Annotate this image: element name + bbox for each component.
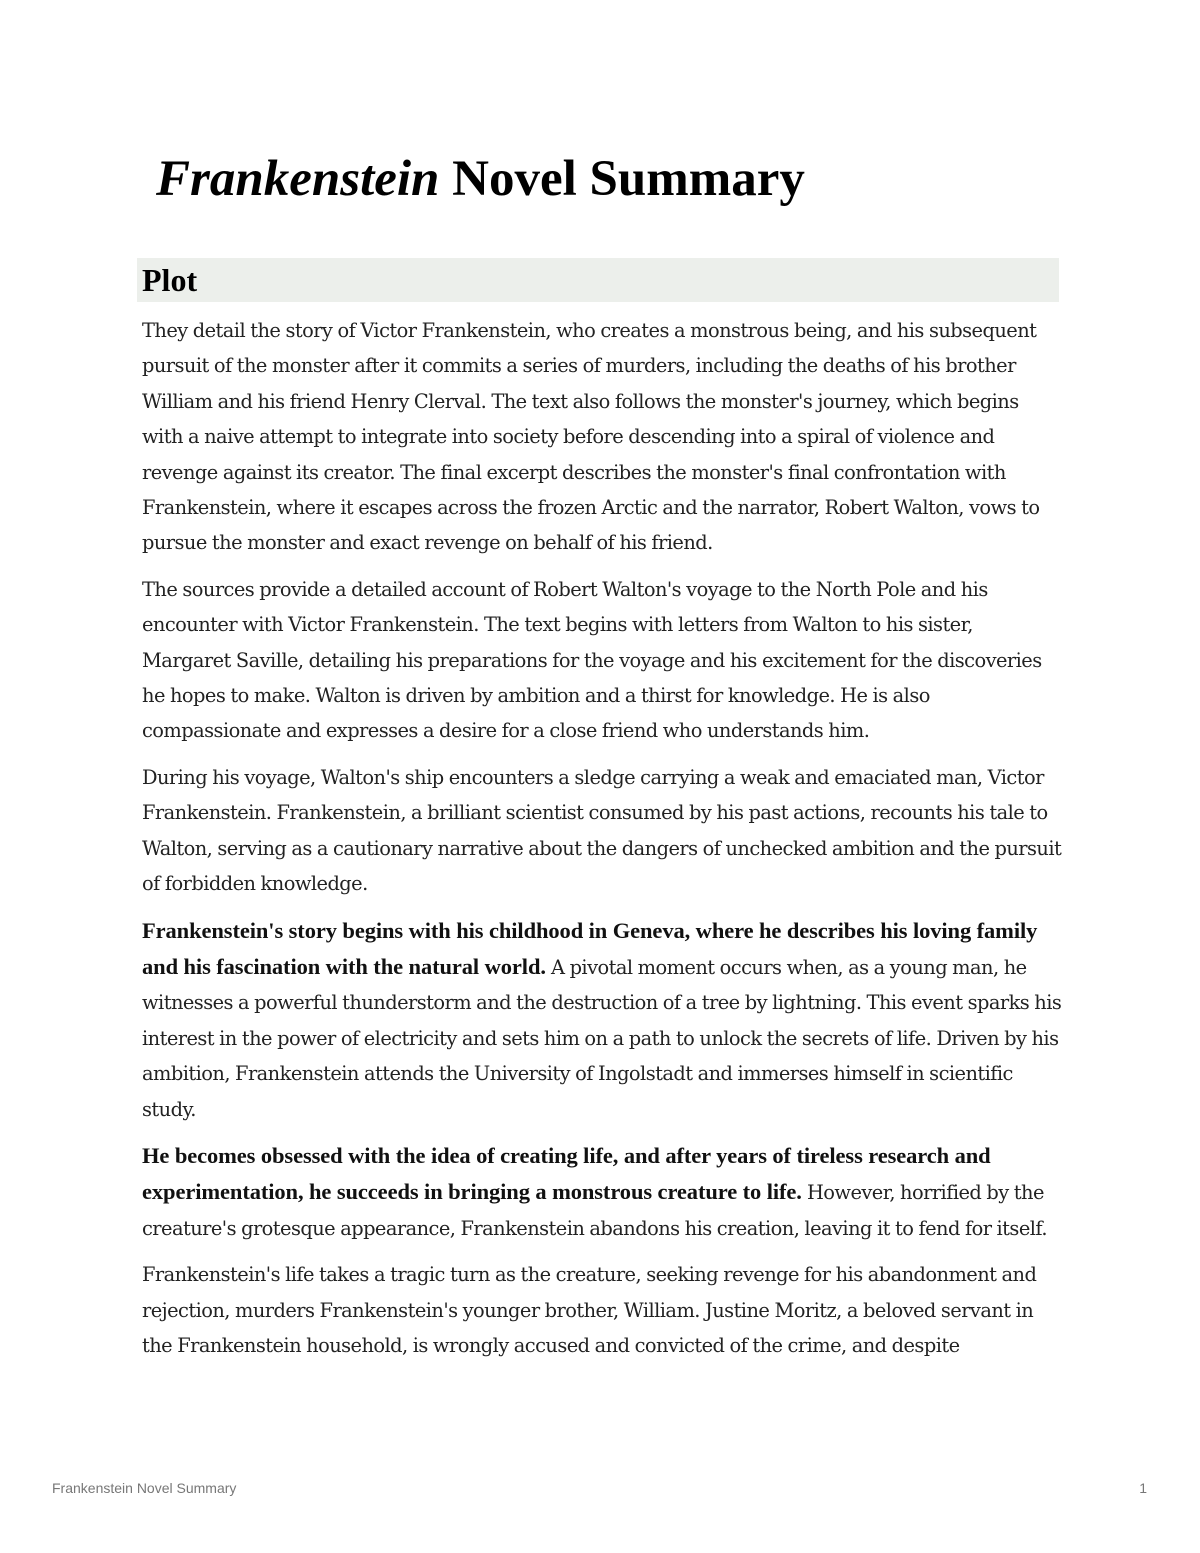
document-title (156, 148, 805, 210)
title-rest-part: Novel Summary (439, 151, 805, 207)
paragraph-bold-lead: Frankenstein's story begins with his childhood in Geneva, where he describes his loving family and his fascination with the natural world. (142, 917, 1038, 979)
paragraph-text: Frankenstein's life takes a tragic turn as the creature, seeking revenge for his abandonment and rejection, murders Frankenstein's younger brother, William. Justine Moritz, a beloved servant in the Frankenstein household, is wrongly accused and convicted of the crime, and despite (142, 1263, 1037, 1357)
paragraph (142, 313, 1062, 561)
paragraph-text: During his voyage, Walton's ship encounters a sledge carrying a weak and emaciated man, Victor Frankenstein. Frankenstein, a brilliant scientist consumed by his past actions, recounts his tale to Walton, serving as a cautionary narrative about the dangers of unchecked ambition and the pursuit of forbidden knowledge. (142, 765, 1062, 896)
paragraph-text: They detail the story of Victor Frankenstein, who creates a monstrous being, and his subsequent pursuit of the monster after it commits a series of murders, including the deaths of his brother William and his friend Henry Clerval. The text also follows the monster's journey, which begins with a naive attempt to integrate into society before descending into a spiral of violence and revenge against its creator. The final excerpt describes the monster's final confrontation with Frankenstein, where it escapes across the frozen Arctic and the narrator, Robert Walton, vows to pursue the monster and exact revenge on behalf of his friend. (142, 319, 1040, 555)
paragraph (142, 913, 1062, 1127)
paragraph-text: The sources provide a detailed account of Robert Walton's voyage to the North Pole and his encounter with Victor Frankenstein. The text begins with letters from Walton to his sister, Margaret Saville, detailing his preparations for the voyage and his excitement for the discoveries he hopes to make. Walton is driven by ambition and a thirst for knowledge. He is also compassionate and expresses a desire for a close friend who understands him. (142, 577, 1042, 743)
paragraph (142, 1138, 1062, 1246)
paragraph (142, 760, 1062, 902)
paragraph (142, 572, 1062, 749)
section-heading-background (137, 258, 1059, 302)
paragraph-text: However, horrified by the creature's grotesque appearance, Frankenstein abandons his creation, leaving it to fend for itself. (142, 1181, 1047, 1240)
body-text (142, 313, 1062, 1374)
paragraph-bold-lead: He becomes obsessed with the idea of creating life, and after years of tireless research and experimentation, he succeeds in bringing a monstrous creature to life. (142, 1142, 991, 1205)
title-italic-part: Frankenstein (156, 151, 440, 207)
paragraph-text: A pivotal moment occurs when, as a young man, he witnesses a powerful thunderstorm and the destruction of a tree by lightning. This event sparks his interest in the power of electricity and sets him on a path to unlock the secrets of life. Driven by his ambition, Frankenstein attends the University of Ingolstadt and immerses himself in scientific study. (142, 955, 1062, 1121)
paragraph (142, 1257, 1062, 1363)
footer-document-title: Frankenstein Novel Summary (52, 1480, 237, 1496)
section-heading: Plot (142, 262, 198, 298)
footer-page-number: 1 (1139, 1480, 1147, 1496)
